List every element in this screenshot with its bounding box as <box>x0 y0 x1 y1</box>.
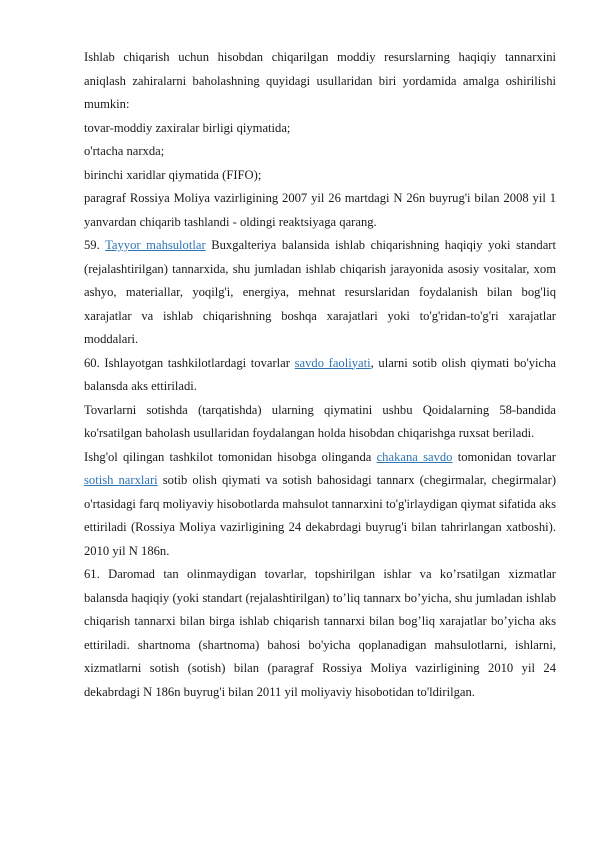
link-trade-activity[interactable]: savdo faoliyati <box>294 355 371 370</box>
paragraph-59-number: 59. <box>84 238 106 252</box>
paragraph-60 <box>84 352 556 399</box>
link-sale-prices[interactable]: sotish narxlari <box>84 473 158 487</box>
list-item-unit-cost: tovar-moddiy zaxiralar birligi qiymatida; <box>84 120 291 135</box>
paragraph-goods-sale: Tovarlarni sotishda (tarqatishda) ularning qiymatini ushbu Qoidalarning 58-bandida ko'rsatilgan baholash usullaridan foydalangan holda hisobdan chiqarishga ruxsat beriladi. <box>84 402 556 440</box>
paragraph-retail-text-start: Ishg'ol qilingan tashkilot tomonidan hisobga olinganda <box>84 449 377 464</box>
paragraph-retail-text-mid: tomonidan tovarlar <box>452 449 557 464</box>
paragraph-60-text-end: , ularni sotib olish qiymati bo'yicha balansda aks ettiriladi. <box>84 355 556 393</box>
link-finished-products[interactable]: Tayyor mahsulotlar <box>105 238 206 252</box>
document-body <box>84 46 556 704</box>
paragraph-59-text: Buxgalteriya balansida ishlab chiqarishning haqiqiy yoki standart (rejalashtirilgan) tannarxida, shu jumladan ishlab chiqarish jarayonida asosiy vositalar, xom ashyo, materiallar, yoqilg'i, energiya, mehnat resurslaridan foydalanish bilan bog'liq xarajatlar va ishlab chiqarishning boshqa xarajatlari yoki to'g'ridan-to'g'ri xarajatlar moddalari. <box>84 238 557 346</box>
list-item-fifo: birinchi xaridlar qiymatida (FIFO); <box>84 167 262 182</box>
paragraph-61: 61. Daromad tan olinmaydigan tovarlar, topshirilgan ishlar va ko’rsatilgan xizmatlar balansda haqiqiy (yoki standart (rejalashtirilgan) to’liq tannarx bo’yicha, shu jumladan ishlab chiqarish tannarxi bilan birga ishlab chiqarish tannarxi bilan bog’liq xarajatlar bo’yicha aks ettiriladi. shartnoma (shartnoma) bahosi bo'yicha qoplanadigan mahsulotlarni, ishlarni, xizmatlarni sotish (sotish) bilan (paragraf Rossiya Moliya vazirligining 2010 yil 24 dekabrdagi N 186n buyrug'i bilan 2011 yil moliyaviy hisobotidan to'ldirilgan. <box>84 567 556 699</box>
paragraph-59 <box>84 234 556 352</box>
paragraph-retail <box>84 446 556 564</box>
paragraph-retail-text-end: sotib olish qiymati va sotish bahosidagi tannarx (chegirmalar, chegirmalar) o'rtasidagi farq moliyaviy hisobotlarda mahsulot tannarxini to'g'irlaydigan qiymat sifatida aks ettiriladi (Rossiya Moliya vazirligining 24 dekabrdagi buyrug'i bilan tahrirlangan xatboshi). 2010 yil N 186n. <box>84 473 557 558</box>
link-retail-trade[interactable]: chakana savdo <box>376 449 453 464</box>
list-item-average-price: o'rtacha narxda; <box>84 144 165 158</box>
paragraph-60-text-start: 60. Ishlayotgan tashkilotlardagi tovarlar <box>84 355 295 370</box>
paragraph-intro: Ishlab chiqarish uchun hisobdan chiqarilgan moddiy resurslarning haqiqiy tannarxini aniqlash zahiralarni baholashning quyidagi usullaridan biri yordamida amalga oshirilishi mumkin: <box>84 50 556 111</box>
paragraph-excluded-note: paragraf Rossiya Moliya vazirligining 2007 yil 26 martdagi N 26n buyrug'i bilan 2008 yil 1 yanvardan chiqarib tashlandi - oldingi reaktsiyaga qarang. <box>84 191 556 229</box>
